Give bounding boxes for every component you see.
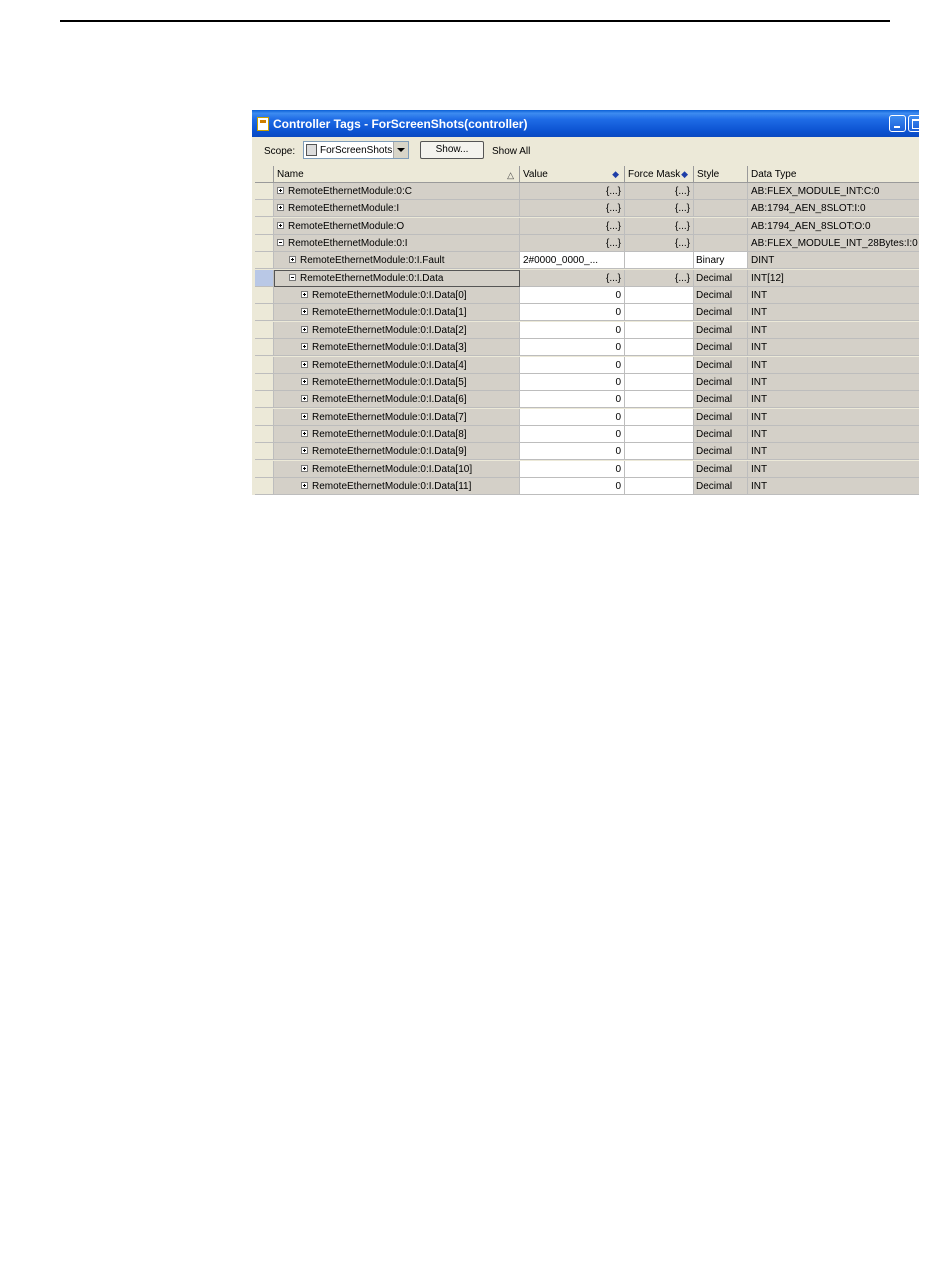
cell-force-mask[interactable]: {...} (625, 183, 694, 200)
table-row[interactable] (255, 322, 919, 339)
cell-value[interactable]: 0 (520, 409, 625, 426)
cell-name[interactable] (274, 235, 520, 252)
cell-name[interactable] (274, 426, 520, 443)
cell-name[interactable] (274, 409, 520, 426)
column-header-force-mask[interactable] (625, 166, 694, 182)
cell-data-type: INT (748, 391, 919, 408)
cell-force-mask[interactable] (625, 426, 694, 443)
table-row[interactable] (255, 478, 919, 495)
row-selector[interactable] (255, 200, 274, 217)
cell-force-mask[interactable] (625, 391, 694, 408)
expand-icon[interactable] (301, 482, 308, 489)
cell-value[interactable]: 0 (520, 322, 625, 339)
cell-value[interactable]: 0 (520, 304, 625, 321)
cell-value[interactable]: 0 (520, 426, 625, 443)
show-button[interactable]: Show... (420, 141, 484, 159)
scope-label: Scope: (264, 146, 296, 157)
row-selector[interactable] (255, 478, 274, 495)
scope-value: ForScreenShots (320, 145, 393, 156)
cell-style[interactable]: Decimal (694, 374, 748, 391)
maximize-button[interactable] (908, 115, 919, 132)
row-selector[interactable] (255, 357, 274, 374)
expand-icon[interactable] (301, 413, 308, 420)
row-selector[interactable] (255, 270, 274, 287)
cell-value[interactable]: 0 (520, 478, 625, 495)
table-row[interactable] (255, 252, 919, 269)
table-row[interactable] (255, 391, 919, 408)
expand-icon[interactable] (301, 447, 308, 454)
cell-name[interactable] (274, 270, 520, 287)
cell-style[interactable]: Decimal (694, 339, 748, 356)
cell-name[interactable] (274, 391, 520, 408)
cell-style[interactable] (694, 235, 748, 252)
cell-value[interactable]: 0 (520, 461, 625, 478)
tag-name: RemoteEthernetModule:0:I.Data[0] (312, 290, 467, 302)
cell-style[interactable]: Decimal (694, 322, 748, 339)
cell-data-type: INT (748, 426, 919, 443)
row-selector[interactable] (255, 374, 274, 391)
expand-icon[interactable] (301, 430, 308, 437)
cell-force-mask[interactable] (625, 304, 694, 321)
cell-value[interactable]: {...} (520, 183, 625, 200)
expand-icon[interactable] (301, 465, 308, 472)
cell-data-type: AB:FLEX_MODULE_INT:C:0 (748, 183, 919, 200)
row-selector[interactable] (255, 252, 274, 269)
tag-name: RemoteEthernetModule:0:C (288, 186, 412, 197)
row-selector[interactable] (255, 218, 274, 235)
cell-name[interactable] (274, 339, 520, 356)
tag-name: RemoteEthernetModule:0:I.Data[8] (312, 428, 467, 440)
cell-style[interactable]: Decimal (694, 426, 748, 443)
column-style-label: Style (697, 169, 720, 180)
cell-data-type: INT (748, 374, 919, 391)
expand-icon[interactable] (301, 395, 308, 402)
expand-icon[interactable] (277, 187, 284, 194)
cell-data-type: AB:1794_AEN_8SLOT:I:0 (748, 200, 919, 217)
column-force-mask-label: Force Mask (628, 169, 681, 180)
cell-style[interactable]: Decimal (694, 391, 748, 408)
cell-value[interactable]: 0 (520, 391, 625, 408)
cell-value[interactable]: {...} (520, 235, 625, 252)
tag-name: RemoteEthernetModule:0:I.Data[2] (312, 324, 467, 336)
cell-force-mask[interactable]: {...} (625, 218, 694, 235)
tag-name: RemoteEthernetModule:0:I.Data[11] (312, 480, 472, 492)
table-row[interactable] (255, 443, 919, 460)
cell-name[interactable] (274, 252, 520, 269)
cell-name[interactable] (274, 218, 520, 235)
window-title: Controller Tags - ForScreenShots(controller) (273, 117, 528, 131)
cell-force-mask[interactable] (625, 461, 694, 478)
row-selector[interactable] (255, 304, 274, 321)
cell-data-type: INT (748, 461, 919, 478)
cell-style[interactable] (694, 218, 748, 235)
collapse-icon[interactable] (277, 239, 284, 246)
cell-data-type: INT (748, 357, 919, 374)
cell-value[interactable]: 0 (520, 287, 625, 304)
row-selector[interactable] (255, 391, 274, 408)
tag-name: RemoteEthernetModule:0:I (288, 238, 408, 250)
table-row[interactable] (255, 270, 919, 287)
column-header-value[interactable] (520, 166, 625, 182)
row-selector[interactable] (255, 287, 274, 304)
expand-icon[interactable] (289, 256, 296, 263)
sort-ascending-icon: △ (507, 170, 514, 180)
scope-select[interactable] (303, 141, 409, 159)
cell-value[interactable]: {...} (520, 200, 625, 217)
cell-data-type: INT (748, 478, 919, 495)
expand-icon[interactable] (277, 222, 284, 229)
row-selector[interactable] (255, 461, 274, 478)
cell-name[interactable] (274, 183, 520, 200)
table-row[interactable] (255, 287, 919, 304)
cell-name[interactable] (274, 374, 520, 391)
tag-name: RemoteEthernetModule:0:I.Data[6] (312, 394, 467, 406)
header-corner (255, 166, 274, 182)
tag-name: RemoteEthernetModule:0:I.Data[10] (312, 463, 473, 475)
chevron-down-icon[interactable] (393, 142, 408, 158)
tag-name: RemoteEthernetModule:0:I.Data (300, 272, 444, 284)
tag-name: RemoteEthernetModule:0:I.Data[9] (312, 446, 467, 458)
column-data-type-label: Data Type (751, 169, 797, 180)
cell-force-mask[interactable] (625, 322, 694, 339)
cell-style[interactable]: Decimal (694, 270, 748, 287)
expand-icon[interactable] (301, 326, 308, 333)
table-row[interactable] (255, 357, 919, 374)
tag-name: RemoteEthernetModule:0:I.Fault (300, 255, 445, 267)
cell-value[interactable]: {...} (520, 270, 625, 287)
cell-force-mask[interactable] (625, 252, 694, 269)
table-row[interactable] (255, 183, 919, 200)
cell-style[interactable]: Decimal (694, 478, 748, 495)
cell-name[interactable] (274, 357, 520, 374)
cell-style[interactable]: Decimal (694, 304, 748, 321)
cell-force-mask[interactable]: {...} (625, 200, 694, 217)
column-header-name[interactable] (274, 166, 520, 182)
cell-style[interactable] (694, 200, 748, 217)
cell-force-mask[interactable]: {...} (625, 270, 694, 287)
toolbar (252, 138, 919, 165)
row-selector[interactable] (255, 235, 274, 252)
table-row[interactable] (255, 374, 919, 391)
table-row[interactable] (255, 339, 919, 356)
table-row[interactable] (255, 218, 919, 235)
title-bar[interactable] (252, 110, 919, 137)
column-header-data-type[interactable] (748, 166, 919, 182)
controller-icon (306, 144, 317, 156)
cell-data-type: INT (748, 304, 919, 321)
cell-force-mask[interactable] (625, 339, 694, 356)
cell-name[interactable] (274, 443, 520, 460)
table-row[interactable] (255, 461, 919, 478)
expand-icon[interactable] (301, 343, 308, 350)
tag-name: RemoteEthernetModule:0:I.Data[1] (312, 307, 467, 319)
cell-name[interactable] (274, 478, 520, 495)
cell-name[interactable] (274, 461, 520, 478)
cell-force-mask[interactable]: {...} (625, 235, 694, 252)
cell-name[interactable] (274, 304, 520, 321)
column-value-label: Value (523, 169, 548, 180)
table-row[interactable] (255, 409, 919, 426)
cell-force-mask[interactable] (625, 478, 694, 495)
cell-name[interactable] (274, 200, 520, 217)
expand-icon[interactable] (301, 361, 308, 368)
controller-tags-icon (257, 117, 269, 131)
table-row[interactable] (255, 426, 919, 443)
row-selector[interactable] (255, 409, 274, 426)
expand-icon[interactable] (277, 204, 284, 211)
expand-icon[interactable] (301, 291, 308, 298)
row-selector[interactable] (255, 322, 274, 339)
tag-name: RemoteEthernetModule:0:I.Data[7] (312, 411, 467, 423)
collapse-icon[interactable] (289, 274, 296, 281)
cell-data-type: AB:FLEX_MODULE_INT_28Bytes:I:0 (748, 235, 919, 252)
tag-name: RemoteEthernetModule:0:I.Data[5] (312, 376, 467, 388)
arrow-icon: ◆ (681, 169, 688, 179)
cell-style[interactable]: Decimal (694, 443, 748, 460)
cell-style[interactable]: Decimal (694, 357, 748, 374)
arrow-icon: ◆ (612, 169, 619, 179)
tag-name: RemoteEthernetModule:0:I.Data[3] (312, 342, 467, 354)
table-row[interactable] (255, 200, 919, 217)
cell-data-type: INT (748, 443, 919, 460)
cell-name[interactable] (274, 322, 520, 339)
page-header-rule (60, 20, 890, 22)
expand-icon[interactable] (301, 308, 308, 315)
row-selector[interactable] (255, 183, 274, 200)
row-selector[interactable] (255, 339, 274, 356)
cell-force-mask[interactable] (625, 409, 694, 426)
cell-value[interactable]: 0 (520, 374, 625, 391)
cell-force-mask[interactable] (625, 443, 694, 460)
minimize-button[interactable] (889, 115, 906, 132)
cell-data-type: INT (748, 409, 919, 426)
cell-data-type: INT (748, 339, 919, 356)
cell-style[interactable]: Binary (694, 252, 748, 269)
row-selector[interactable] (255, 426, 274, 443)
expand-icon[interactable] (301, 378, 308, 385)
cell-name[interactable] (274, 287, 520, 304)
tag-name: RemoteEthernetModule:I (288, 203, 400, 215)
cell-data-type: INT (748, 287, 919, 304)
cell-force-mask[interactable] (625, 374, 694, 391)
table-row[interactable] (255, 235, 919, 252)
table-row[interactable] (255, 304, 919, 321)
cell-data-type: DINT (748, 252, 919, 269)
tag-name: RemoteEthernetModule:0:I.Data[4] (312, 359, 467, 371)
cell-value[interactable]: 0 (520, 443, 625, 460)
cell-value[interactable]: 0 (520, 339, 625, 356)
column-header-style[interactable] (694, 166, 748, 182)
cell-force-mask[interactable] (625, 287, 694, 304)
cell-style[interactable]: Decimal (694, 409, 748, 426)
cell-value[interactable]: 2#0000_0000_... (520, 252, 625, 269)
row-selector[interactable] (255, 443, 274, 460)
column-name-label: Name (277, 169, 304, 180)
cell-force-mask[interactable] (625, 357, 694, 374)
cell-value[interactable]: {...} (520, 218, 625, 235)
cell-data-type: INT[12] (748, 270, 919, 287)
controller-tags-window (252, 110, 919, 495)
tag-name: RemoteEthernetModule:O (288, 220, 405, 232)
cell-data-type: AB:1794_AEN_8SLOT:O:0 (748, 218, 919, 235)
show-all-label: Show All (492, 146, 531, 157)
cell-style[interactable]: Decimal (694, 287, 748, 304)
cell-value[interactable]: 0 (520, 357, 625, 374)
cell-data-type: INT (748, 322, 919, 339)
cell-style[interactable]: Decimal (694, 461, 748, 478)
grid-header (255, 166, 919, 183)
cell-style[interactable] (694, 183, 748, 200)
